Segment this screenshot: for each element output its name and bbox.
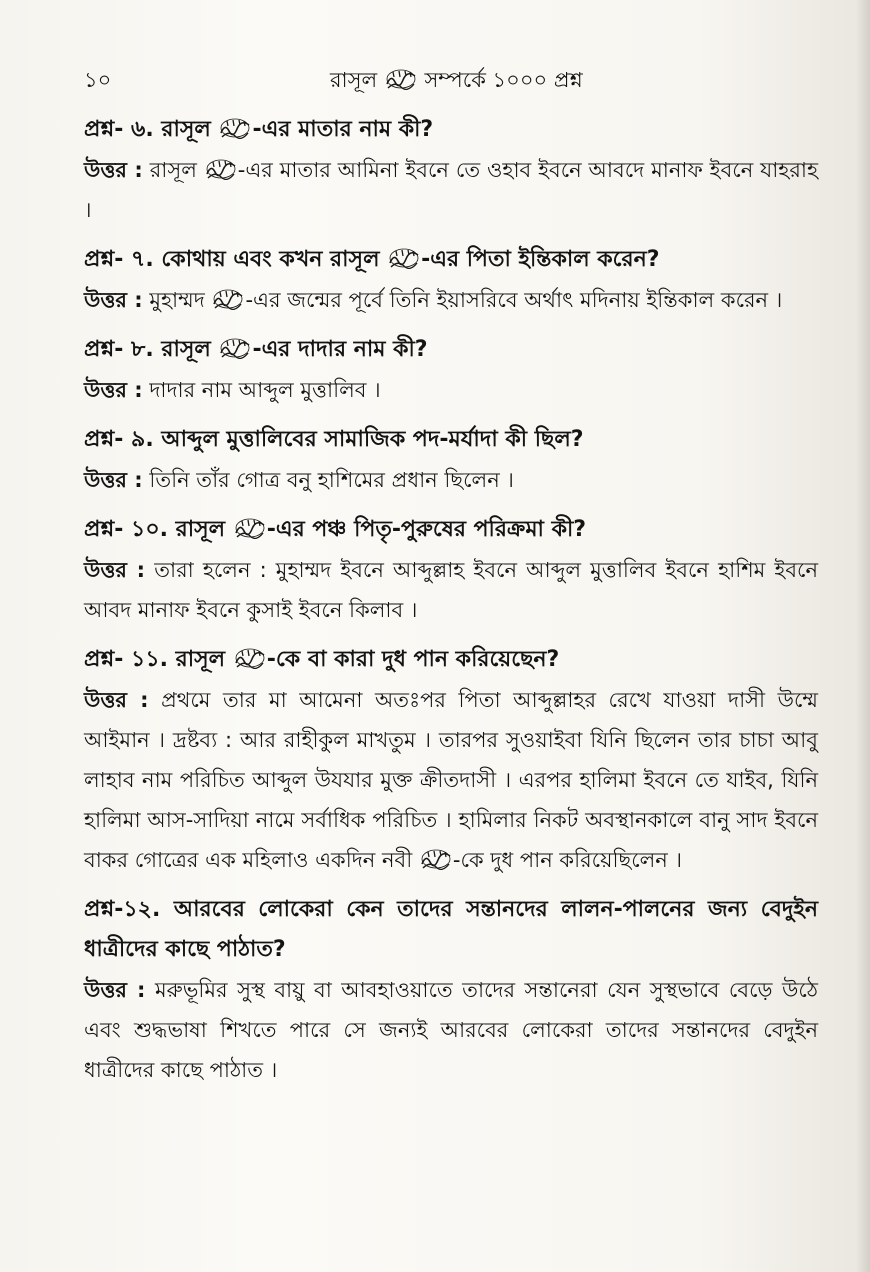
question-text-start: প্রশ্ন- ১০. রাসূল [84, 517, 226, 542]
question-text-start: প্রশ্ন- ৬. রাসূল [84, 117, 211, 142]
answer-text-start: রাসূল [149, 158, 197, 182]
question-text-end: -এর পিতা ইন্তিকাল করেন? [421, 247, 660, 272]
honorific-icon [385, 68, 417, 90]
answer-text-end: -এর মাতার আমিনা ইবনে তে ওহাব ইবনে আবদে মানাফ ইবনে যাহরাহ । [84, 158, 818, 222]
answer-label: উত্তর : [84, 558, 146, 582]
honorific-icon [234, 647, 266, 669]
running-title [330, 60, 583, 100]
answer [84, 280, 818, 320]
qa-item [84, 510, 818, 630]
answer-text-start: মুহাম্মদ [149, 288, 205, 312]
qa-item [84, 420, 818, 500]
qa-item [84, 110, 818, 230]
spine-shadow [856, 0, 870, 1272]
question-text-start: প্রশ্ন- ৭. কোথায় এবং কখন রাসূল [84, 247, 380, 272]
qa-item [84, 890, 818, 1090]
qa-item [84, 640, 818, 880]
answer-label: উত্তর : [84, 468, 143, 492]
answer [84, 150, 818, 230]
question-text-end: -এর দাদার নাম কী? [252, 337, 428, 362]
question [84, 510, 818, 550]
answer-label: উত্তর : [84, 288, 143, 312]
honorific-icon [219, 337, 251, 359]
answer-label: উত্তর : [84, 158, 143, 182]
question [84, 110, 818, 150]
running-title-end: সম্পর্কে ১০০০ প্রশ্ন [424, 68, 583, 92]
question-text: প্রশ্ন- ৯. আব্দুল মুত্তালিবের সামাজিক পদ-মর্যাদা কী ছিল? [84, 427, 584, 452]
answer [84, 550, 818, 630]
honorific-icon [205, 158, 237, 180]
question-text: প্রশ্ন-১২. আরবের লোকেরা কেন তাদের সন্তানদের লালন-পালনের জন্য বেদুইন ধাত্রীদের কাছে পাঠাত? [84, 897, 818, 962]
question [84, 640, 818, 680]
qa-item [84, 330, 818, 410]
question-text-end: -এর পঞ্চ পিতৃ-পুরুষের পরিক্রমা কী? [266, 517, 587, 542]
answer-text-start: প্রথমে তার মা আমেনা অতঃপর পিতা আব্দুল্লাহর রেখে যাওয়া দাসী উম্মে আইমান । দ্রষ্টব্য : আর রাহীকুল মাখতুম । তারপর সুওয়াইবা যিনি ছিলেন তার চাচা আবু লাহাব নাম পরিচিত আব্দুল উযযার মুক্ত ক্রীতদাসী । এরপর হালিমা ইবনে তে যাইব, যিনি হালিমা আস-সাদিয়া নামে সর্বাধিক পরিচিত । হামিলার নিকট অবস্থানকালে বানু সাদ ইবনে বাকর গোত্রের এক মহিলাও একদিন নবী [84, 688, 819, 872]
qa-content [84, 110, 818, 1100]
answer-text-end: -এর জন্মের পূর্বে তিনি ইয়াসরিবে অর্থাৎ মদিনায় ইন্তিকাল করেন । [245, 288, 783, 312]
question-text-end: -কে বা কারা দুধ পান করিয়েছেন? [266, 647, 560, 672]
question [84, 240, 818, 280]
page-number: ১০ [84, 68, 112, 92]
question-text-start: প্রশ্ন- ১১. রাসূল [84, 647, 226, 672]
answer-text: তারা হলেন : মুহাম্মদ ইবনে আব্দুল্লাহ ইবনে আব্দুল মুত্তালিব ইবনে হাশিম ইবনে আবদ মানাফ ইবনে কুসাই ইবনে কিলাব । [84, 558, 818, 622]
qa-item [84, 240, 818, 320]
answer [84, 680, 818, 880]
question [84, 890, 818, 970]
honorific-icon [234, 517, 266, 539]
answer-text: মরুভূমির সুস্থ বায়ু বা আবহাওয়াতে তাদের সন্তানেরা যেন সুস্থভাবে বেড়ে উঠে এবং শুদ্ধভাষা শিখতে পারে সে জন্যই আরবের লোকেরা তাদের সন্তানদের বেদুইন ধাত্রীদের কাছে পাঠাত । [84, 978, 819, 1082]
honorific-icon [219, 117, 251, 139]
answer-text-end: -কে দুধ পান করিয়েছিলেন । [452, 848, 683, 872]
question-text-start: প্রশ্ন- ৮. রাসূল [84, 337, 211, 362]
question-text-end: -এর মাতার নাম কী? [252, 117, 434, 142]
answer [84, 460, 818, 500]
answer-text: দাদার নাম আব্দুল মুত্তালিব । [149, 378, 381, 402]
question [84, 420, 818, 460]
question [84, 330, 818, 370]
answer [84, 370, 818, 410]
answer-label: উত্তর : [84, 378, 143, 402]
answer-label: উত্তর : [84, 688, 149, 712]
answer-text: তিনি তাঁর গোত্র বনু হাশিমের প্রধান ছিলেন । [149, 468, 514, 492]
running-title-start: রাসূল [330, 68, 378, 92]
honorific-icon [388, 247, 420, 269]
honorific-icon [420, 848, 452, 870]
answer [84, 970, 818, 1090]
honorific-icon [212, 288, 244, 310]
page-header [84, 60, 814, 100]
answer-label: উত্তর : [84, 978, 146, 1002]
